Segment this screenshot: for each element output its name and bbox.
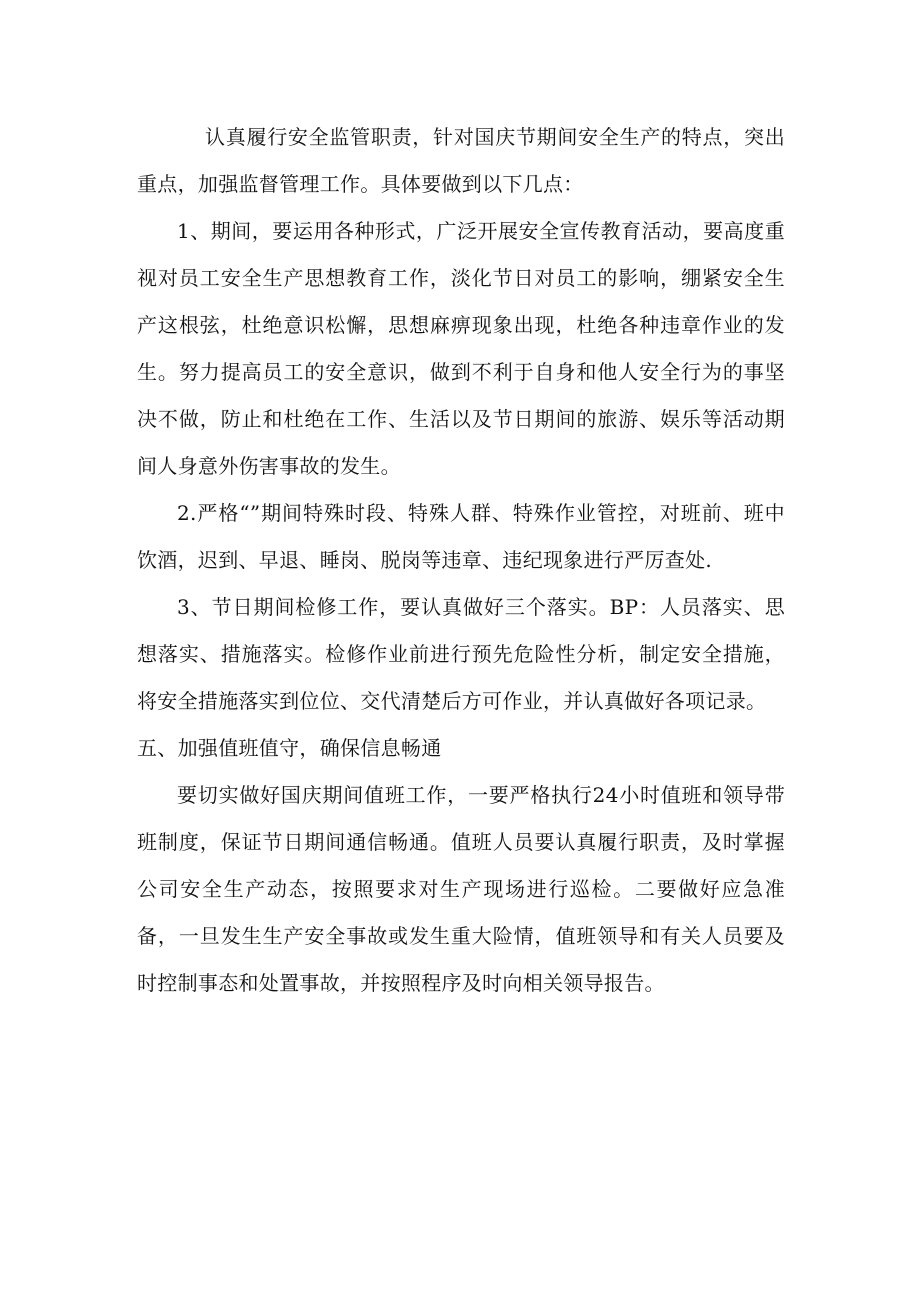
point-2-paragraph: 2.严格“”期间特殊时段、特殊人群、特殊作业管控，对班前、班中饮酒，迟到、早退、睡岗、脱岗等违章、违纪现象进行严厉查处. [137, 501, 785, 572]
section-heading: 五、加强值班值守，确保信息畅通 [137, 736, 442, 760]
section-paragraph: 要切实做好国庆期间值班工作，一要严格执行24小时值班和领导带班制度，保证节日期间通信畅通。值班人员要认真履行职责，及时掌握公司安全生产动态，按照要求对生产现场进行巡检。二要做好应急准备，一旦发生生产安全事故或发生重大险情，值班领导和有关人员要及时控制事态和处置事故，并按照程序及时向相关领导报告。 [137, 783, 785, 995]
document-body [137, 114, 785, 1007]
intro-paragraph: 认真履行安全监管职责，针对国庆节期间安全生产的特点，突出重点，加强监督管理工作。具体要做到以下几点： [137, 125, 785, 196]
point-1-paragraph: 1、期间，要运用各种形式，广泛开展安全宣传教育活动，要高度重视对员工安全生产思想教育工作，淡化节日对员工的影响，绷紧安全生产这根弦，杜绝意识松懈，思想麻痹现象出现，杜绝各种违章作业的发生。努力提高员工的安全意识，做到不利于自身和他人安全行为的事坚决不做，防止和杜绝在工作、生活以及节日期间的旅游、娱乐等活动期间人身意外伤害事故的发生。 [137, 219, 785, 478]
point-3-paragraph: 3、节日期间检修工作，要认真做好三个落实。BP：人员落实、思想落实、措施落实。检修作业前进行预先危险性分析，制定安全措施，将安全措施落实到位位、交代清楚后方可作业，并认真做好各项记录。 [137, 595, 785, 713]
